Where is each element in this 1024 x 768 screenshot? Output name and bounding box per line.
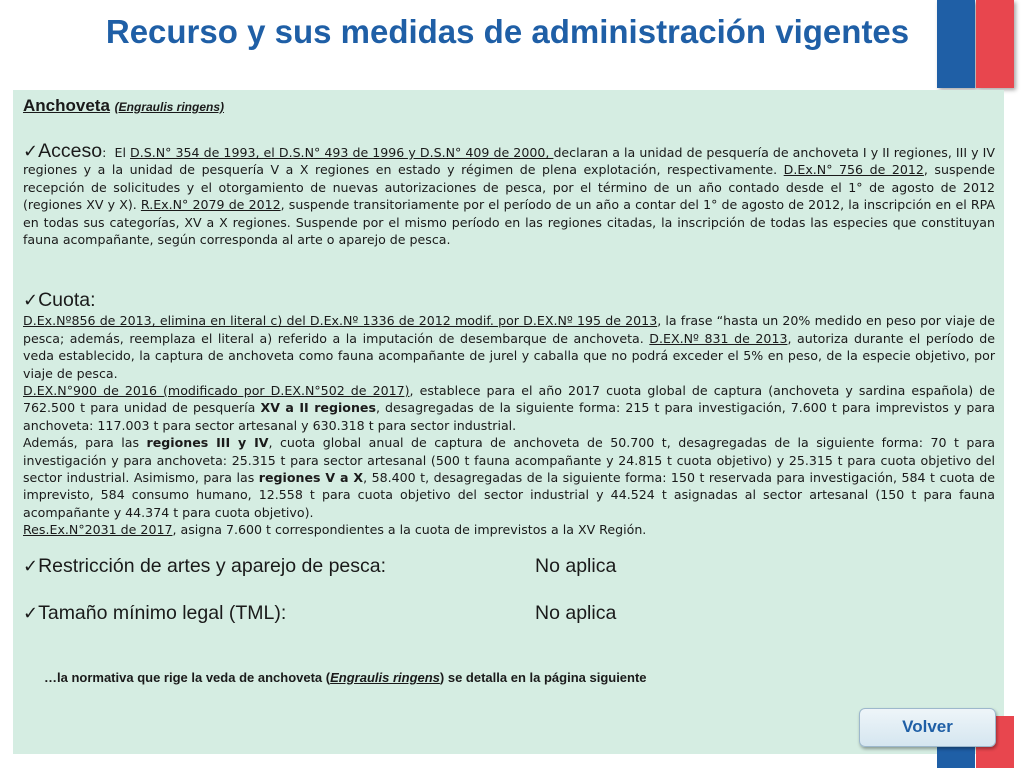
body-text: declaran a la unidad de pesquería de anchoveta I y II regiones, III y IV regiones y a la unidad de pesquería V a X regiones en estado y régimen de plena explotación, respectivamente. bbox=[23, 145, 995, 178]
cuota-paragraph-1 bbox=[23, 312, 995, 382]
tml-value: No aplica bbox=[535, 602, 617, 624]
restriccion-value: No aplica bbox=[535, 555, 617, 577]
cuota-label: Cuota: bbox=[38, 289, 96, 311]
emphasis-text: regiones V a X bbox=[258, 470, 364, 486]
volver-button[interactable]: Volver bbox=[859, 708, 996, 747]
checkmark-icon: ✓ bbox=[23, 603, 39, 624]
cuota-paragraph-3 bbox=[23, 434, 995, 521]
acceso-colon: : bbox=[102, 145, 107, 160]
footnote-pre: …la normativa que rige la veda de anchoveta ( bbox=[44, 670, 331, 685]
legal-reference-link: R.Ex.N° 2079 de 2012 bbox=[140, 197, 281, 213]
body-text: , la frase “hasta un 20% medido en peso por viaje de pesca; además, reemplaza el literal a) referido a la imputación de desembarque de anchoveta. bbox=[23, 313, 995, 346]
body-text: , suspende transitoriamente por el período de un año a contar del 1° de agosto de 2012, la inscripción en el RPA en todas sus categorías, XV a X regiones. Suspende por el mismo período en las regiones citadas, la inscripción de todas las especies que constituyan fauna acompañante, según corresponda al arte o aparejo de pesca. bbox=[23, 197, 995, 248]
acceso-text bbox=[23, 145, 995, 247]
restriccion-row bbox=[23, 555, 617, 578]
legal-reference-link: D.EX.Nº 831 de 2013 bbox=[649, 330, 788, 346]
footnote-scientific-name: Engraulis ringens bbox=[330, 670, 440, 685]
body-text: , 58.400 t, desagregadas de la siguiente forma: 150 t reservada para investigación, 584 t cuota de imprevisto, 584 consumo humano, 12.558 t para cuota objetivo del sector industrial y 44.524 t asignadas al sector artesanal (150 t para fauna acompañante y 44.374 t para cuota objetivo). bbox=[23, 470, 995, 520]
page-title: Recurso y sus medidas de administración vigentes bbox=[105, 13, 910, 50]
restriccion-label: Restricción de artes y aparejo de pesca: bbox=[38, 555, 387, 577]
legal-reference-link: D.Ex.Nº856 de 2013, elimina en literal c) del D.Ex.Nº 1336 de 2012 modif. por D.EX.Nº 195 de 2013 bbox=[23, 313, 658, 329]
species-scientific-name: (Engraulis ringens) bbox=[114, 100, 225, 114]
cuota-section bbox=[23, 289, 995, 539]
body-text: , asigna 7.600 t correspondientes a la cuota de imprevistos a la XV Región. bbox=[172, 522, 647, 538]
flag-stripe-red bbox=[976, 0, 1014, 88]
body-text: , desagregadas de la siguiente forma: 215 t para investigación, 7.600 t para imprevistos y para anchoveta: 117.003 t para sector artesanal y 630.318 t para sector industrial. bbox=[23, 400, 995, 433]
tml-row bbox=[23, 602, 617, 625]
acceso-section bbox=[23, 140, 996, 248]
checkmark-icon: ✓ bbox=[23, 290, 39, 311]
legal-reference-link: D.Ex.N° 756 de 2012 bbox=[783, 162, 924, 178]
checkmark-icon: ✓ bbox=[23, 141, 39, 162]
species-heading bbox=[23, 96, 224, 116]
legal-reference-link: D.S.N° 354 de 1993, el D.S.N° 493 de 1996 y D.S.N° 409 de 2000, bbox=[130, 145, 554, 160]
emphasis-text: XV a II regiones bbox=[260, 400, 376, 416]
legal-reference-link: Res.Ex.N°2031 de 2017 bbox=[23, 522, 173, 538]
cuota-paragraph-4 bbox=[23, 521, 995, 538]
cuota-paragraph-2 bbox=[23, 382, 995, 434]
emphasis-text: regiones III y IV bbox=[146, 435, 269, 451]
acceso-label: Acceso bbox=[38, 140, 103, 162]
body-text: Además, para las bbox=[23, 435, 147, 451]
body-text: , suspende recepción de solicitudes y el otorgamiento de nuevas autorizaciones de pesca, por el término de un año contado desde el 1° de agosto de 2012 (regiones XV y X). bbox=[23, 162, 996, 213]
tml-label: Tamaño mínimo legal (TML): bbox=[38, 602, 287, 624]
body-text: El bbox=[114, 145, 131, 160]
body-text: , establece para el año 2017 cuota global de captura (anchoveta y sardina española) de 762.500 t para unidad de pesquería bbox=[23, 383, 995, 416]
body-text: , cuota global anual de captura de anchoveta de 50.700 t, desagregadas de la siguiente forma: 70 t para investigación y para anchoveta: 25.315 t para sector artesanal (500 t fauna acompañante y 24.815 t cuota objetivo) y 25.315 t para cuota objetivo del sector industrial. Asimismo, para las bbox=[23, 435, 995, 486]
footnote-post: ) se detalla en la página siguiente bbox=[439, 670, 647, 685]
footnote bbox=[44, 670, 647, 685]
species-name: Anchoveta bbox=[23, 96, 110, 115]
checkmark-icon: ✓ bbox=[23, 556, 39, 577]
legal-reference-link: D.EX.N°900 de 2016 (modificado por D.EX.N°502 de 2017) bbox=[23, 383, 410, 399]
body-text: , autoriza durante el período de veda establecido, la captura de anchoveta como fauna acompañante de jurel y caballa que no podrá exceder el 5% en peso, de la especie objetivo, por viaje de pesca. bbox=[23, 330, 995, 381]
